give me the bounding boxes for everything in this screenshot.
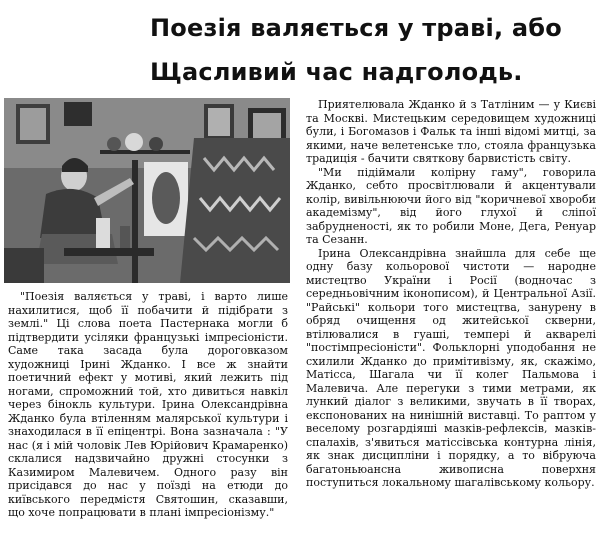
- paragraph: "Ми підіймали колірну гаму", говорила Жданко, себто просвітлювали й акцентували колір, вивільнюючи його від "коричневої хвороби академізму", від його глухої й сліпої забрудненості, як то робили Моне, Дега, Ренуар та Сезанн.: [306, 165, 596, 246]
- right-column: [306, 98, 596, 490]
- article-headline: [150, 6, 590, 94]
- photo-artist-at-easel-icon: [4, 98, 290, 283]
- paragraph: Ірина Олександрівна знайшла для себе ще одну базу кольорової чистоти — народне мистецтво України і Росії (водночас з середньовічним іконописом), й Центральної Азії. "Райські" кольори того мистецтва, занурену в обряд очищення од житейської скверни, втілювалися в гуаші, темпері й акварелі "постімпресіоністи". Фольклорні уподобання не схилили Жданко до примітивізму, як, скажімо, Матісса, Шагала чи її колег Пальмова і Малевича. Але перегуки з тими метрами, як лункий діалог з великими, звучать в її творах, експонованих на нинішній виставці. То раптом у веселому розгардіяші мазків-рефлексів, мазків-спалахів, з'явиться матіссівська контурна лінія, як знак дисципліни і порядку, а то вібруюча багатоньюансна живописна поверхня поступиться локальному шагалівському кольору.: [306, 246, 596, 489]
- artist-photo: [4, 98, 290, 283]
- headline-line-2: Щасливий час надголодь.: [150, 58, 523, 86]
- headline-line-1: Поезія валяється у траві, або: [150, 14, 562, 42]
- paragraph: Приятелювала Жданко й з Татліним — у Києві та Москві. Мистецьким середовищем художниці були, і Богомазов і Фальк та інші відомі митці, за якими, наче велетенське тло, стояла французька традиція - бачити святкову барвистість світу.: [306, 98, 596, 165]
- left-column: [8, 290, 288, 520]
- paragraph: "Поезія валяється у траві, і варто лише нахилитися, щоб її побачити й підібрати з землі." Ці слова поета Пастернака могли б підтвердити усіляки французькі імпресіоністи. Саме така засада була дороговказом художниці Ірині Жданко. І все ж знайти поетичний ефект у мотиві, який лежить під ногами, спроможний той, хто дивиться навкіл через бінокль культури. Ірина Олександрівна Жданко була втіленням малярської культури і знаходилася в її епіцентрі. Вона зазначала : "У нас (я і мій чоловік Лев Юрійович Крамаренко) склалися надзвичайно дружні стосунки з Казимиром Малевичем. Одного разу він присідався до нас у поїзді на етюди до київського передмістя Святошин, сказавши, що хоче попрацювати в плані імпресіонізму.": [8, 290, 288, 519]
